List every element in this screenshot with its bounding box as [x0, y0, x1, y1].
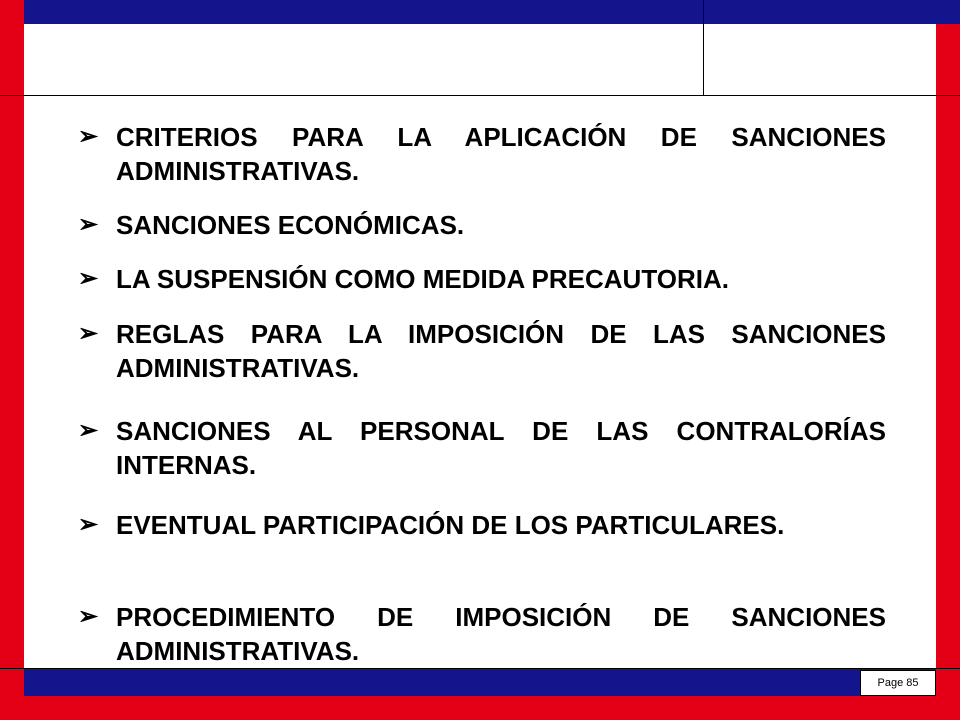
header-vertical-divider: [703, 0, 704, 96]
bottom-red-band: [0, 696, 960, 720]
list-item: [78, 508, 886, 542]
bottom-blue-band: [24, 668, 936, 696]
header-divider: [0, 95, 960, 96]
arrow-bullet-icon: ➢: [78, 417, 99, 444]
list-item-text: EVENTUAL PARTICIPACIÓN DE LOS PARTICULARES.: [116, 510, 785, 540]
left-red-band: [0, 0, 24, 720]
list-item: [78, 414, 886, 482]
footer-divider: [0, 668, 960, 669]
top-blue-band: [24, 0, 936, 24]
arrow-bullet-icon: ➢: [78, 511, 99, 538]
arrow-bullet-icon: ➢: [78, 265, 99, 292]
list-item-text: LA SUSPENSIÓN COMO MEDIDA PRECAUTORIA.: [116, 264, 729, 294]
list-item: [78, 317, 886, 385]
title-area: [24, 24, 704, 96]
page-number: Page 85: [860, 670, 936, 696]
right-red-band: [936, 0, 960, 720]
arrow-bullet-icon: ➢: [78, 211, 99, 238]
right-blue-band: [936, 0, 960, 24]
list-item: [78, 600, 886, 668]
list-item: [78, 208, 886, 242]
list-item-text: REGLAS PARA LA IMPOSICIÓN DE LAS SANCIONES ADMINISTRATIVAS.: [116, 319, 886, 383]
list-item-text: PROCEDIMIENTO DE IMPOSICIÓN DE SANCIONES ADMINISTRATIVAS.: [116, 602, 886, 666]
arrow-bullet-icon: ➢: [78, 123, 99, 150]
list-item: [78, 262, 886, 296]
list-item-text: SANCIONES ECONÓMICAS.: [116, 210, 465, 240]
arrow-bullet-icon: ➢: [78, 320, 99, 347]
arrow-bullet-icon: ➢: [78, 603, 99, 630]
list-item: [78, 120, 886, 188]
list-item-text: CRITERIOS PARA LA APLICACIÓN DE SANCIONES ADMINISTRATIVAS.: [116, 122, 886, 186]
list-item-text: SANCIONES AL PERSONAL DE LAS CONTRALORÍAS INTERNAS.: [116, 416, 886, 480]
